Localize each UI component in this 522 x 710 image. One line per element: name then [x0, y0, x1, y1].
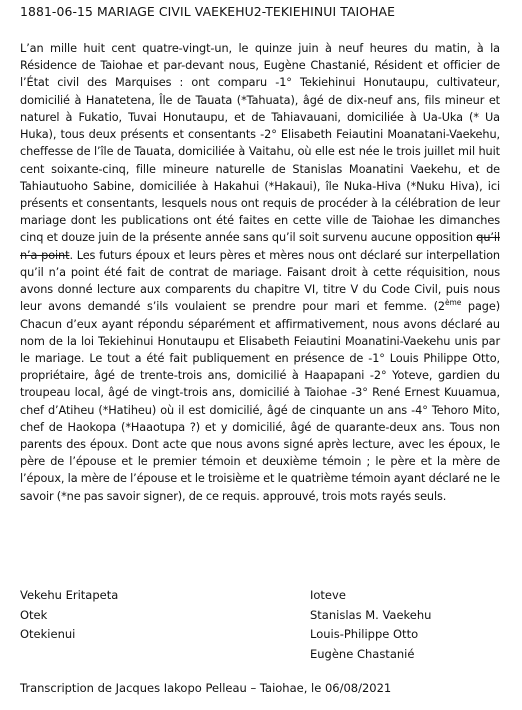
- signature-name: Louis-Philippe Otto: [310, 627, 419, 641]
- document-body: [20, 40, 500, 505]
- signature-name: Ioteve: [310, 588, 346, 602]
- signatures-left-column: [20, 586, 118, 645]
- signature-name: Otekienui: [20, 627, 76, 641]
- struck-words: qu’il n’a point: [20, 231, 500, 262]
- signature-name: Otek: [20, 607, 48, 622]
- body-text-part-2: . Les futurs époux et leurs pères et mères nous ont déclaré sur interpellation qu’il n’a point été fait de contrat de mariage. Faisant droit à cette réquisition, nous avons donné lecture aux comparents du chapitre VI, titre V du Code Civil, puis nous leur avons demandé s’ils voulaient se prendre pour mari et femme. (2: [20, 248, 500, 314]
- body-text-part-3: page) Chacun d’eux ayant répondu séparément et affirmativement, nous avons déclaré au nom de la loi Tekiehinui Honutaupu et Elisabeth Feiautini Moanatini-Vaekehu unis par le mariage. Le tout a été fait publiquement en présence de -1° Louis Philippe Otto, propriétaire, âgé de trente-trois ans, domicilié à Haapapani -2° Yoteve, gardien du troupeau local, âgé de vingt-trois ans, domicilié à Taiohae -3° René Ernest Kuuamua, chef d’Atiheu (*Hatiheu) où il est domicilié, âgé de cinquante un ans -4° Tehoro Mito, chef de Haokopa (*Haaotupa ?) et y domicilié, âgé de quarante-deux ans. Tous non parents des époux. Dont acte que nous avons signé après lecture, avec les époux, le père de l’épouse et le premier témoin et deuxième témoin ; le père et la mère de l’époux, la mère de l’épouse et le troisième et le quatrième témoin ayant déclaré ne le savoir (*ne pas savoir signer), de ce requis. approuvé, trois mots rayés seuls.: [20, 300, 500, 503]
- signature-name: Eugène Chastanié: [310, 646, 415, 661]
- document-title: 1881-06-15 MARIAGE CIVIL VAEKEHU2-TEKIEHINUI TAIOHAE: [20, 4, 396, 19]
- signatures-right-column: [310, 586, 431, 664]
- signature-name: Stanislas M. Vaekehu: [310, 607, 432, 622]
- body-text-part-1: L’an mille huit cent quatre-vingt-un, le quinze juin à neuf heures du matin, à la Résidence de Taiohae et par-devant nous, Eugène Chastanié, Résident et officier de l’État civil des Marquises : ont comparu -1° Tekiehinui Honutaupu, cultivateur, domicilié à Hanatetena, Île de Tauata (*Tahuata), âgé de dix-neuf ans, fils mineur et naturel à Fukatio, Tuvai Honutaupu, et de Tahiavauani, domiciliée à Ua-Uka (* Ua Huka), tous deux présents et consentants -2° Elisabeth Feiautini Moanatani-Vaekehu, cheffesse de l’île de Tauata, domiciliée à Vaitahu, où elle est née le trois juillet mil huit cent soixante-cinq, fille mineure naturelle de Stanislas Moanatini Vaekehu, et de Tahiautuoho Sabine, domiciliée à Hakahui (*Hakaui), île Nuka-Hiva (*Nuku Hiva), ici présents et consentants, lesquels nous ont requis de procéder à la célébration de leur mariage dont les publications ont été faites en cette ville de Taiohae les dimanches cinq et douze juin de la présente année sans qu’il soit survenu aucune opposition: [20, 42, 500, 245]
- transcription-credit: Transcription de Jacques Iakopo Pelleau – Taiohae, le 06/08/2021: [20, 681, 392, 695]
- superscript-ordinal: ème: [445, 298, 462, 308]
- signature-name: Vekehu Eritapeta: [20, 588, 119, 602]
